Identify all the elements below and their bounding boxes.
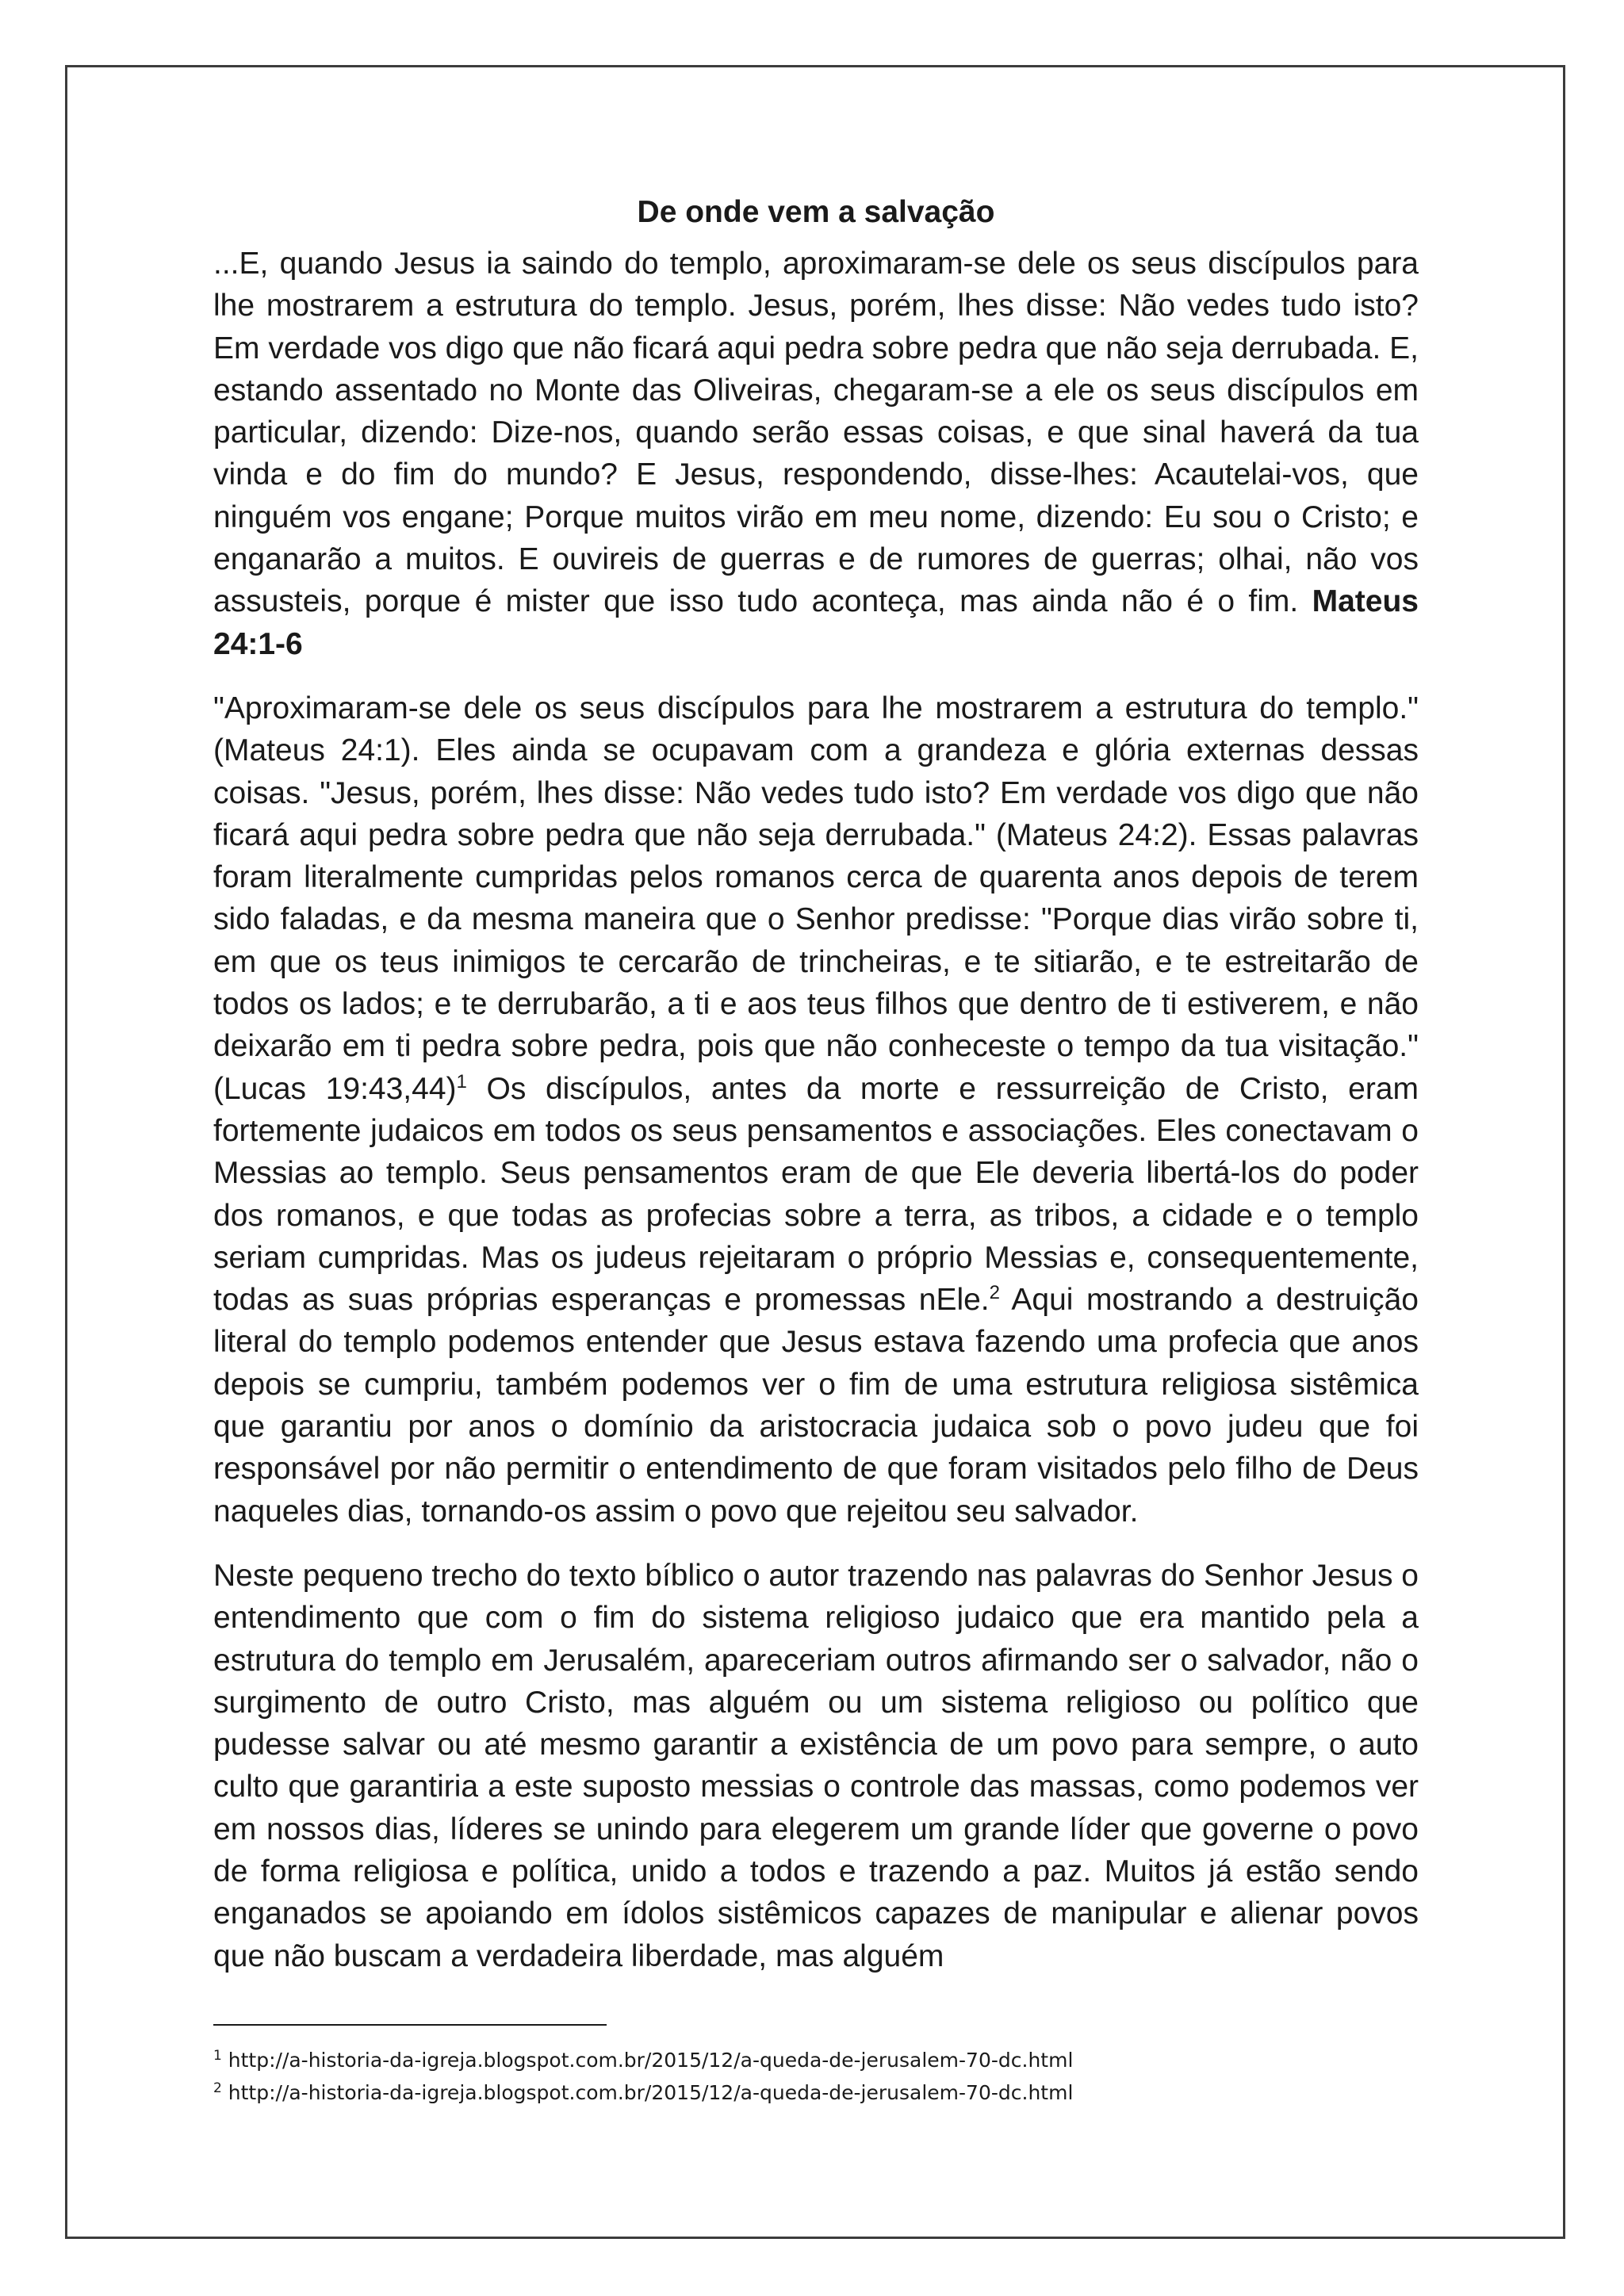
footnote-1 (213, 2044, 1419, 2076)
paragraph-text: "Aproximaram-se dele os seus discípulos para lhe mostrarem a estrutura do templo." (Mateus 24:1). Eles ainda se ocupavam com a grandeza e glória externas dessas coisas. "Jesus, porém, lhes disse: Não vedes tudo isto? Em verdade vos digo que não ficará aqui pedra sobre pedra que não seja derrubada." (Mateus 24:2). Essas palavras foram literalmente cumpridas pelos romanos cerca de quarenta anos depois de terem sido faladas, e da mesma maneira que o Senhor predisse: "Porque dias virão sobre ti, em que os teus inimigos te cercarão de trincheiras, e te sitiarão, e te estreitarão de todos os lados; e te derrubarão, a ti e aos teus filhos que dentro de ti estiverem, e não deixarão em ti pedra sobre pedra, pois que não conheceste o tempo da tua visitação." (Lucas 19:43,44) (213, 691, 1419, 1106)
footnote-link[interactable]: http://a-historia-da-igreja.blogspot.com.br/2015/12/a-queda-de-jerusalem-70-dc.html (221, 2049, 1074, 2072)
footnote-link[interactable]: http://a-historia-da-igreja.blogspot.com.br/2015/12/a-queda-de-jerusalem-70-dc.html (221, 2081, 1074, 2104)
paragraph-text: Neste pequeno trecho do texto bíblico o autor trazendo nas palavras do Senhor Jesus o entendimento que com o fim do sistema religioso judaico que era mantido pela a estrutura do templo em Jerusalém, apareceriam outros afirmando ser o salvador, não o surgimento de outro Cristo, mas alguém ou um sistema religioso ou político que pudesse salvar ou até mesmo garantir a existência de um povo para sempre, o auto culto que garantiria a este suposto messias o controle das massas, como podemos ver em nossos dias, líderes se unindo para elegerem um grande líder que governe o povo de forma religiosa e política, unido a todos e trazendo a paz. Muitos já estão sendo enganados se apoiando em ídolos sistêmicos capazes de manipular e alienar povos que não buscam a verdadeira liberdade, mas alguém (213, 1558, 1419, 1973)
footnotes (213, 2044, 1419, 2109)
paragraph-text: ...E, quando Jesus ia saindo do templo, aproximaram-se dele os seus discípulos para lhe mostrarem a estrutura do templo. Jesus, porém, lhes disse: Não vedes tudo isto? Em verdade vos digo que não ficará aqui pedra sobre pedra que não seja derrubada. E, estando assentado no Monte das Oliveiras, chegaram-se a ele os seus discípulos em particular, dizendo: Dize-nos, quando serão essas coisas, e que sinal haverá da tua vinda e do fim do mundo? E Jesus, respondendo, disse-lhes: Acautelai-vos, que ninguém vos engane; Porque muitos virão em meu nome, dizendo: Eu sou o Cristo; e enganarão a muitos. E ouvireis de guerras e de rumores de guerras; olhai, não vos assusteis, porque é mister que isso tudo aconteça, mas ainda não é o fim. (213, 247, 1419, 619)
footnote-number: 2 (213, 2080, 222, 2096)
footnote-number: 1 (213, 2048, 222, 2064)
footnote-2 (213, 2076, 1419, 2109)
document-title: De onde vem a salvação (637, 195, 995, 229)
footnote-ref-1[interactable]: 1 (456, 1070, 467, 1093)
scripture-reference: Mateus 24:1-6 (213, 584, 1419, 661)
paragraph-text: Os discípulos, antes da morte e ressurreição de Cristo, eram fortemente judaicos em todos os seus pensamentos e associações. Eles conectavam o Messias ao templo. Seus pensamentos eram de que Ele deveria libertá-los do poder dos romanos, e que todas as profecias sobre a terra, as tribos, a cidade e o templo seriam cumpridas. Mas os judeus rejeitaram o próprio Messias e, consequentemente, todas as suas próprias esperanças e promessas nEle. (213, 1071, 1419, 1318)
paragraph-text: Aqui mostrando a destruição literal do templo podemos entender que Jesus estava fazendo uma profecia que anos depois se cumpriu, também podemos ver o fim de uma estrutura religiosa sistêmica que garantiu por anos o domínio da aristocracia judaica sob o povo judeu que foi responsável por não permitir o entendimento de que foram visitados pelo filho de Deus naqueles dias, tornando-os assim o povo que rejeitou seu salvador. (213, 1283, 1419, 1529)
paragraph-2 (213, 687, 1419, 1533)
paragraph-1 (213, 243, 1419, 665)
footnote-ref-2[interactable]: 2 (989, 1282, 1001, 1304)
document-body (213, 190, 1419, 1999)
footnote-separator (213, 2024, 607, 2026)
paragraph-3 (213, 1555, 1419, 1977)
